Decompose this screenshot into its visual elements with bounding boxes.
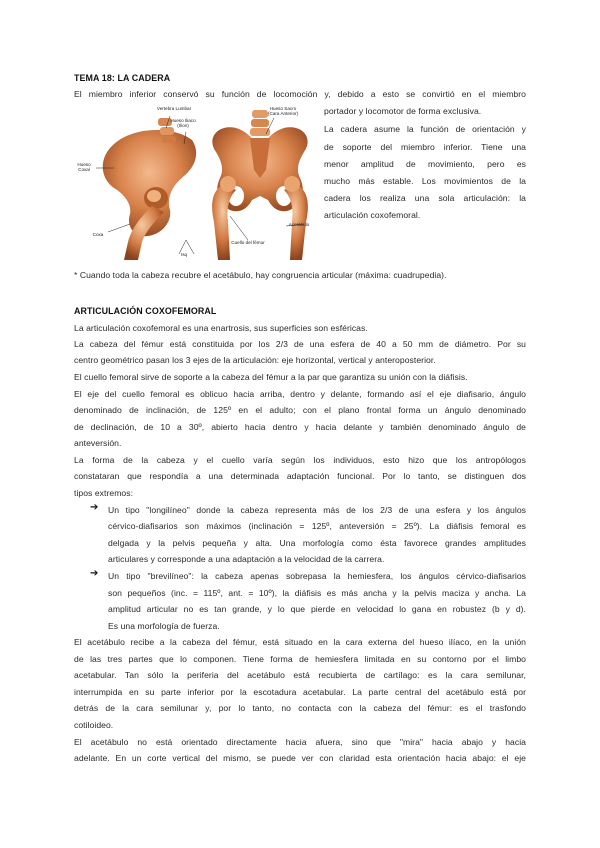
note-congruencia: * Cuando toda la cabeza recubre el acetábulo, hay congruencia articular (máxima: cuadrupedia). bbox=[74, 270, 447, 280]
page-title: TEMA 18: LA CADERA bbox=[74, 73, 171, 83]
label-hueso-iliaco: Hueso Iliaco (Ilion) bbox=[170, 118, 196, 129]
paragraph-line: anteversión. bbox=[74, 438, 122, 448]
label-coxa: Coxa bbox=[92, 232, 104, 237]
label-acetabulo: Acetábulo bbox=[288, 222, 310, 227]
label-cuello-femur: Cuello del fémur bbox=[231, 240, 265, 245]
arrow-bullet-icon: ➔ bbox=[90, 568, 99, 579]
paragraph-line: El acetábulo recibe a la cabeza del fémur, está situado en la cara externa del hueso ilíaco, en la unión bbox=[74, 637, 526, 647]
paragraph-line: El acetábulo no está orientado directamente hacia afuera, sino que "mira" hacia abajo y hacia bbox=[74, 737, 526, 747]
paragraph-line: centro geométrico pasan los 3 ejes de la articulación: eje horizontal, vertical y anteroposterior. bbox=[74, 355, 436, 365]
bullet-line: amplitud articular no es tan grande, y lo que pierde en velocidad lo gana en robustez (b y d). bbox=[108, 604, 526, 614]
pelvis-illustration bbox=[74, 104, 314, 260]
intro-right-line: menor amplitud de movimiento, pero es bbox=[324, 159, 526, 169]
paragraph-line: constataran que respondía a una determinada adaptación funcional. Por lo tanto, se distinguen dos bbox=[74, 471, 526, 481]
label-hueso-coxal: Hueso Coxal bbox=[77, 162, 91, 173]
paragraph-line: El eje del cuello femoral es oblicuo hacia arriba, dentro y delante, formando así el eje diafisario, ángulo bbox=[74, 389, 526, 399]
paragraph-line: denominado de inclinación, de 125º en el adulto; con el plano frontal forma un ángulo denominado bbox=[74, 405, 526, 415]
intro-right-line: cadera los realiza una sola articulación: la bbox=[324, 193, 526, 203]
arrow-bullet-icon: ➔ bbox=[90, 502, 99, 513]
label-isquion: Isq bbox=[180, 252, 188, 257]
paragraph-line: acetabular. Tan sólo la periferia del acetábulo está recubierta de cartílago: es la cara semilunar, bbox=[74, 670, 526, 680]
intro-right-line: La cadera asume la función de orientación y bbox=[324, 124, 526, 134]
intro-right-line: de soporte del miembro inferior. Tiene una bbox=[324, 142, 526, 152]
label-vertebra-lumbar: Vertebra Lumbar bbox=[156, 106, 192, 111]
bullet-line: delgada y la pelvis pequeña y alta. Una morfología como ésta favorece grandes amplitudes bbox=[108, 538, 526, 548]
intro-right-line: portador y locomotor de forma exclusiva. bbox=[324, 106, 482, 116]
bullet-line: Un tipo "longilíneo" donde la cabeza representa más de los 2/3 de una esfera y los ángulos bbox=[108, 505, 526, 515]
intro-right-line: articulación coxofemoral. bbox=[324, 210, 421, 220]
intro-right-line: mucho más estable. Los movimientos de la bbox=[324, 176, 526, 186]
bullet-line: Un tipo "brevilíneo": la cabeza apenas sobrepasa la hemiesfera, los ángulos cérvico-diafisarios bbox=[108, 571, 526, 581]
paragraph-line: adelante. En un corte vertical del mismo, se puede ver con claridad esta orientación hacia abajo: el eje bbox=[74, 753, 526, 763]
label-hueso-sacro: Hueso Sacro (Cara Anterior) bbox=[267, 106, 299, 117]
paragraph-line: La forma de la cabeza y el cuello varía según los individuos, esto hizo que los antropólogos bbox=[74, 455, 526, 465]
bullet-line: articulares y corresponde a una adaptación a la velocidad de la carrera. bbox=[108, 554, 385, 564]
bullet-line: cérvico-diafisarios son máximos (inclinación = 125º, anteversión = 25º). La diáfisis femoral es bbox=[108, 521, 526, 531]
paragraph-line: de las tres partes que lo componen. Tiene forma de hemiesfera limitada en su contorno por el limbo bbox=[74, 654, 526, 664]
section-title: ARTICULACIÓN COXOFEMORAL bbox=[74, 306, 217, 316]
intro-line-1: El miembro inferior conservó su función de locomoción y, debido a esto se convirtió en el miembro bbox=[74, 89, 526, 99]
paragraph-line: cotiloideo. bbox=[74, 720, 114, 730]
paragraph-line: La cabeza del fémur está constituida por los 2/3 de una esfera de 40 a 50 mm de diámetro. Por su bbox=[74, 339, 526, 349]
paragraph-line: La articulación coxofemoral es una enartrosis, sus superficies son esféricas. bbox=[74, 323, 368, 333]
bullet-line: son pequeños (inc. = 115º, ant. = 10º), la diáfisis es más ancha y la pelvis maciza y ancha. La bbox=[108, 588, 526, 598]
paragraph-line: El cuello femoral sirve de soporte a la cabeza del fémur a la par que garantiza su unión con la diáfisis. bbox=[74, 372, 468, 382]
paragraph-line: de declinación, de 10 a 30º, abierto hacia dentro y hacia delante y también denominado ángulo de bbox=[74, 422, 526, 432]
paragraph-line: detrás de la cara semilunar y, por lo tanto, no contacta con la cabeza del fémur: es el trasfondo bbox=[74, 703, 526, 713]
bullet-line: Es una morfología de fuerza. bbox=[108, 621, 220, 631]
paragraph-line: interrumpida en su parte inferior por la escotadura acetabular. La parte central del acetábulo está por bbox=[74, 687, 526, 697]
paragraph-line: tipos extremos: bbox=[74, 488, 134, 498]
